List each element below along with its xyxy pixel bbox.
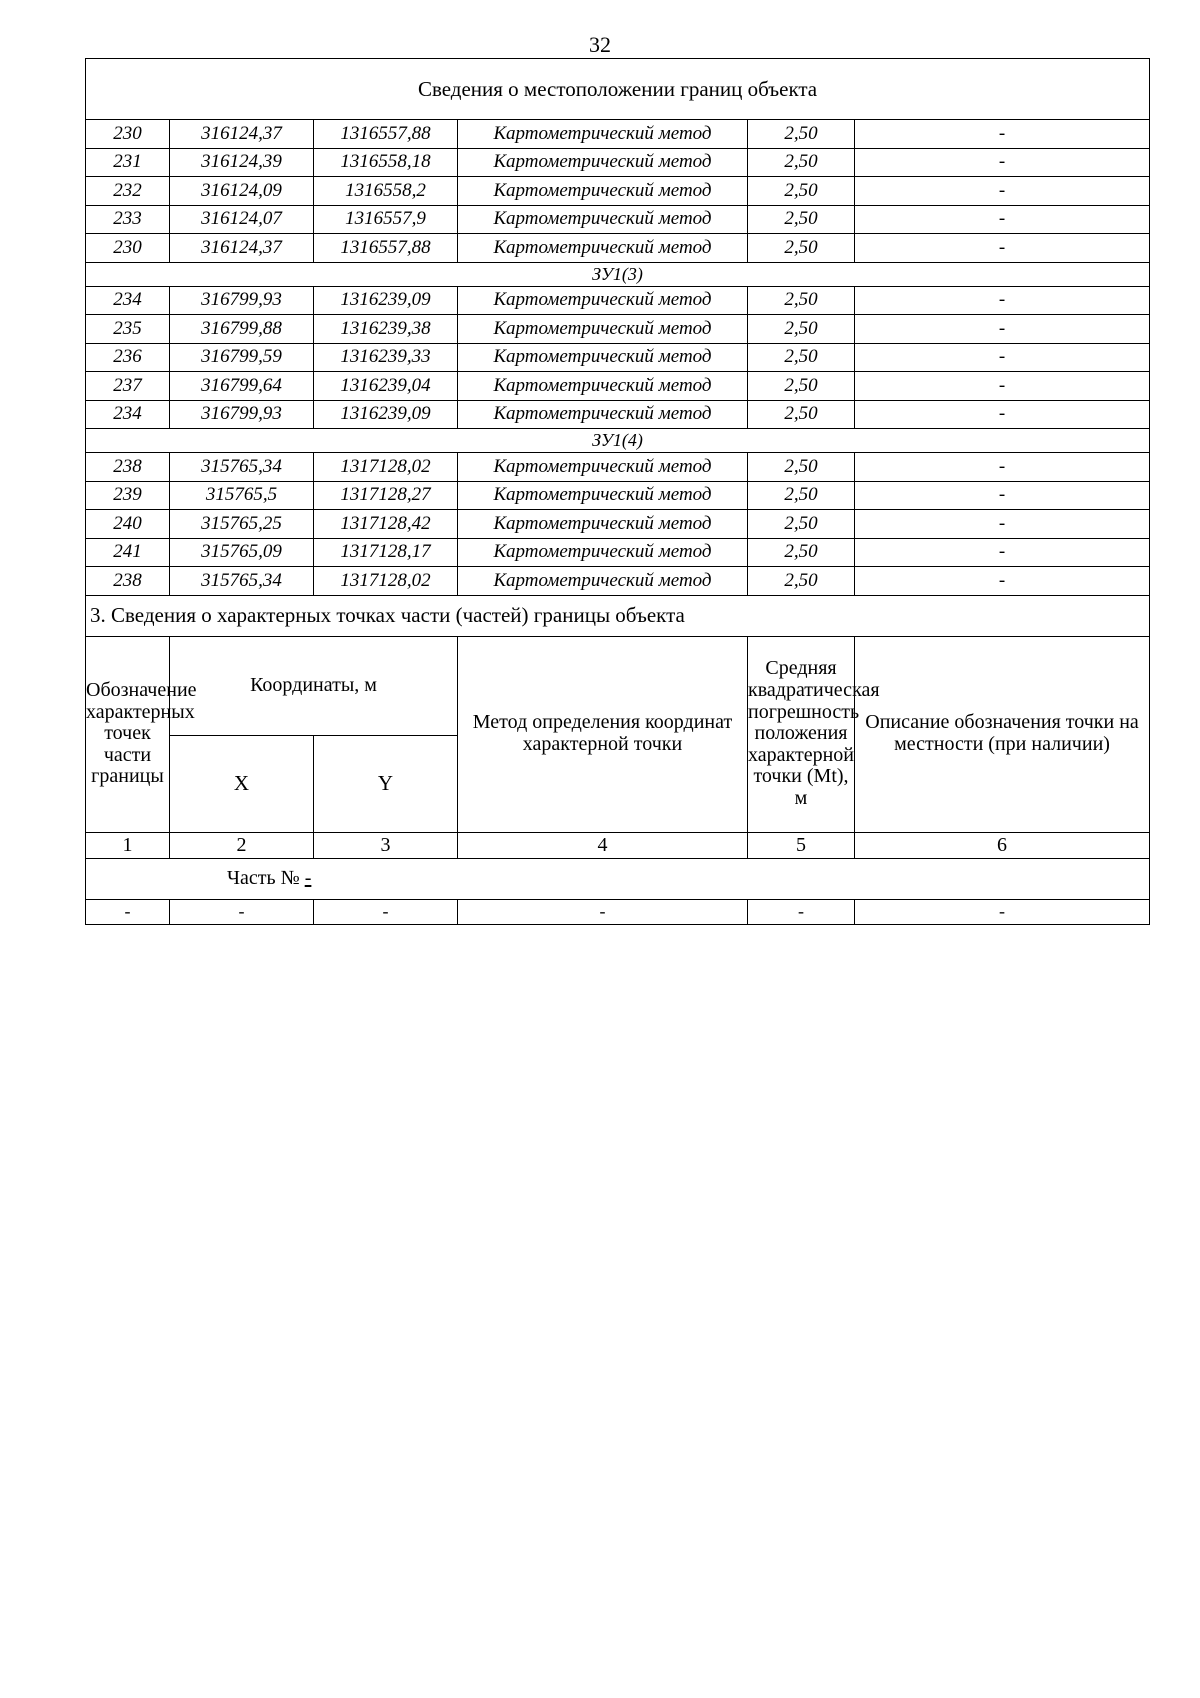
part-row <box>86 858 1150 899</box>
point-number-cell: 234 <box>86 286 170 315</box>
header-coordinates: Координаты, м <box>170 636 458 735</box>
group-label: ЗУ1(3) <box>86 262 1150 286</box>
description-cell: - <box>855 510 1150 539</box>
table-row <box>86 372 1150 401</box>
y-coordinate-cell: 1316557,88 <box>314 234 458 263</box>
table-row <box>86 567 1150 596</box>
accuracy-cell: 2,50 <box>748 400 855 429</box>
table-row <box>86 538 1150 567</box>
x-coordinate-cell: 315765,34 <box>170 567 314 596</box>
description-cell: - <box>855 372 1150 401</box>
empty-cell: - <box>855 899 1150 924</box>
y-coordinate-cell: 1317128,17 <box>314 538 458 567</box>
x-coordinate-cell: 316799,59 <box>170 343 314 372</box>
column-number: 4 <box>458 832 748 858</box>
part-value: - <box>304 867 312 889</box>
accuracy-cell: 2,50 <box>748 453 855 482</box>
y-coordinate-cell: 1316239,38 <box>314 315 458 344</box>
description-cell: - <box>855 315 1150 344</box>
method-cell: Картометрический метод <box>458 343 748 372</box>
x-coordinate-cell: 316799,88 <box>170 315 314 344</box>
empty-cell: - <box>458 899 748 924</box>
y-coordinate-cell: 1317128,42 <box>314 510 458 539</box>
x-coordinate-cell: 315765,34 <box>170 453 314 482</box>
column-numbers-row <box>86 832 1150 858</box>
x-coordinate-cell: 316124,07 <box>170 205 314 234</box>
y-coordinate-cell: 1316239,33 <box>314 343 458 372</box>
y-coordinate-cell: 1316558,2 <box>314 177 458 206</box>
accuracy-cell: 2,50 <box>748 538 855 567</box>
method-cell: Картометрический метод <box>458 567 748 596</box>
description-cell: - <box>855 177 1150 206</box>
x-coordinate-cell: 316799,93 <box>170 400 314 429</box>
page-number: 32 <box>589 32 611 57</box>
section3-header-row <box>86 636 1150 735</box>
empty-cell: - <box>170 899 314 924</box>
accuracy-cell: 2,50 <box>748 148 855 177</box>
section3-title-row <box>86 595 1150 636</box>
description-cell: - <box>855 148 1150 177</box>
table-row <box>86 453 1150 482</box>
x-coordinate-cell: 316799,64 <box>170 372 314 401</box>
x-coordinate-cell: 316124,37 <box>170 120 314 149</box>
table-title-row <box>86 59 1150 120</box>
header-accuracy: Средняя квадратическая погрешность положения характерной точки (Mt), м <box>748 636 855 832</box>
header-designation: Обозначение характерных точек части границы <box>86 636 170 832</box>
header-description: Описание обозначения точки на местности (при наличии) <box>855 636 1150 832</box>
point-number-cell: 230 <box>86 234 170 263</box>
point-number-cell: 236 <box>86 343 170 372</box>
accuracy-cell: 2,50 <box>748 286 855 315</box>
x-coordinate-cell: 315765,09 <box>170 538 314 567</box>
method-cell: Картометрический метод <box>458 372 748 401</box>
method-cell: Картометрический метод <box>458 120 748 149</box>
column-number: 3 <box>314 832 458 858</box>
y-coordinate-cell: 1316557,88 <box>314 120 458 149</box>
method-cell: Картометрический метод <box>458 510 748 539</box>
group-row <box>86 429 1150 453</box>
column-number: 5 <box>748 832 855 858</box>
table-title: Сведения о местоположении границ объекта <box>86 59 1150 120</box>
x-coordinate-cell: 316799,93 <box>170 286 314 315</box>
method-cell: Картометрический метод <box>458 453 748 482</box>
method-cell: Картометрический метод <box>458 148 748 177</box>
accuracy-cell: 2,50 <box>748 234 855 263</box>
description-cell: - <box>855 343 1150 372</box>
y-coordinate-cell: 1316558,18 <box>314 148 458 177</box>
boundary-points-table <box>85 58 1150 925</box>
table-row <box>86 120 1150 149</box>
x-coordinate-cell: 315765,5 <box>170 481 314 510</box>
point-number-cell: 237 <box>86 372 170 401</box>
method-cell: Картометрический метод <box>458 205 748 234</box>
x-coordinate-cell: 316124,09 <box>170 177 314 206</box>
accuracy-cell: 2,50 <box>748 120 855 149</box>
section3-title: 3. Сведения о характерных точках части (частей) границы объекта <box>86 595 1150 636</box>
empty-data-row <box>86 899 1150 924</box>
point-number-cell: 241 <box>86 538 170 567</box>
description-cell: - <box>855 120 1150 149</box>
group-row <box>86 262 1150 286</box>
x-coordinate-cell: 316124,37 <box>170 234 314 263</box>
point-number-cell: 232 <box>86 177 170 206</box>
y-coordinate-cell: 1316239,09 <box>314 400 458 429</box>
accuracy-cell: 2,50 <box>748 315 855 344</box>
point-number-cell: 234 <box>86 400 170 429</box>
description-cell: - <box>855 400 1150 429</box>
method-cell: Картометрический метод <box>458 481 748 510</box>
description-cell: - <box>855 481 1150 510</box>
description-cell: - <box>855 567 1150 596</box>
method-cell: Картометрический метод <box>458 234 748 263</box>
table-row <box>86 315 1150 344</box>
part-cell <box>86 858 1150 899</box>
point-number-cell: 231 <box>86 148 170 177</box>
table-row <box>86 148 1150 177</box>
point-number-cell: 238 <box>86 567 170 596</box>
table-row <box>86 177 1150 206</box>
y-coordinate-cell: 1316557,9 <box>314 205 458 234</box>
empty-cell: - <box>314 899 458 924</box>
empty-cell: - <box>748 899 855 924</box>
accuracy-cell: 2,50 <box>748 510 855 539</box>
point-number-cell: 233 <box>86 205 170 234</box>
table-row <box>86 205 1150 234</box>
table-row <box>86 510 1150 539</box>
accuracy-cell: 2,50 <box>748 567 855 596</box>
method-cell: Картометрический метод <box>458 286 748 315</box>
table-row <box>86 234 1150 263</box>
header-y: Y <box>314 735 458 832</box>
x-coordinate-cell: 316124,39 <box>170 148 314 177</box>
description-cell: - <box>855 286 1150 315</box>
accuracy-cell: 2,50 <box>748 372 855 401</box>
x-coordinate-cell: 315765,25 <box>170 510 314 539</box>
y-coordinate-cell: 1316239,09 <box>314 286 458 315</box>
accuracy-cell: 2,50 <box>748 177 855 206</box>
y-coordinate-cell: 1317128,02 <box>314 567 458 596</box>
point-number-cell: 238 <box>86 453 170 482</box>
part-label: Часть № <box>227 867 300 889</box>
method-cell: Картометрический метод <box>458 177 748 206</box>
table-row <box>86 400 1150 429</box>
point-number-cell: 235 <box>86 315 170 344</box>
y-coordinate-cell: 1317128,02 <box>314 453 458 482</box>
column-number: 1 <box>86 832 170 858</box>
method-cell: Картометрический метод <box>458 315 748 344</box>
accuracy-cell: 2,50 <box>748 343 855 372</box>
group-label: ЗУ1(4) <box>86 429 1150 453</box>
accuracy-cell: 2,50 <box>748 481 855 510</box>
column-number: 2 <box>170 832 314 858</box>
y-coordinate-cell: 1317128,27 <box>314 481 458 510</box>
empty-cell: - <box>86 899 170 924</box>
description-cell: - <box>855 234 1150 263</box>
point-number-cell: 239 <box>86 481 170 510</box>
point-number-cell: 240 <box>86 510 170 539</box>
header-method: Метод определения координат характерной точки <box>458 636 748 832</box>
column-number: 6 <box>855 832 1150 858</box>
method-cell: Картометрический метод <box>458 400 748 429</box>
header-x: X <box>170 735 314 832</box>
description-cell: - <box>855 205 1150 234</box>
table-row <box>86 286 1150 315</box>
accuracy-cell: 2,50 <box>748 205 855 234</box>
description-cell: - <box>855 453 1150 482</box>
table-row <box>86 343 1150 372</box>
description-cell: - <box>855 538 1150 567</box>
point-number-cell: 230 <box>86 120 170 149</box>
y-coordinate-cell: 1316239,04 <box>314 372 458 401</box>
table-row <box>86 481 1150 510</box>
method-cell: Картометрический метод <box>458 538 748 567</box>
